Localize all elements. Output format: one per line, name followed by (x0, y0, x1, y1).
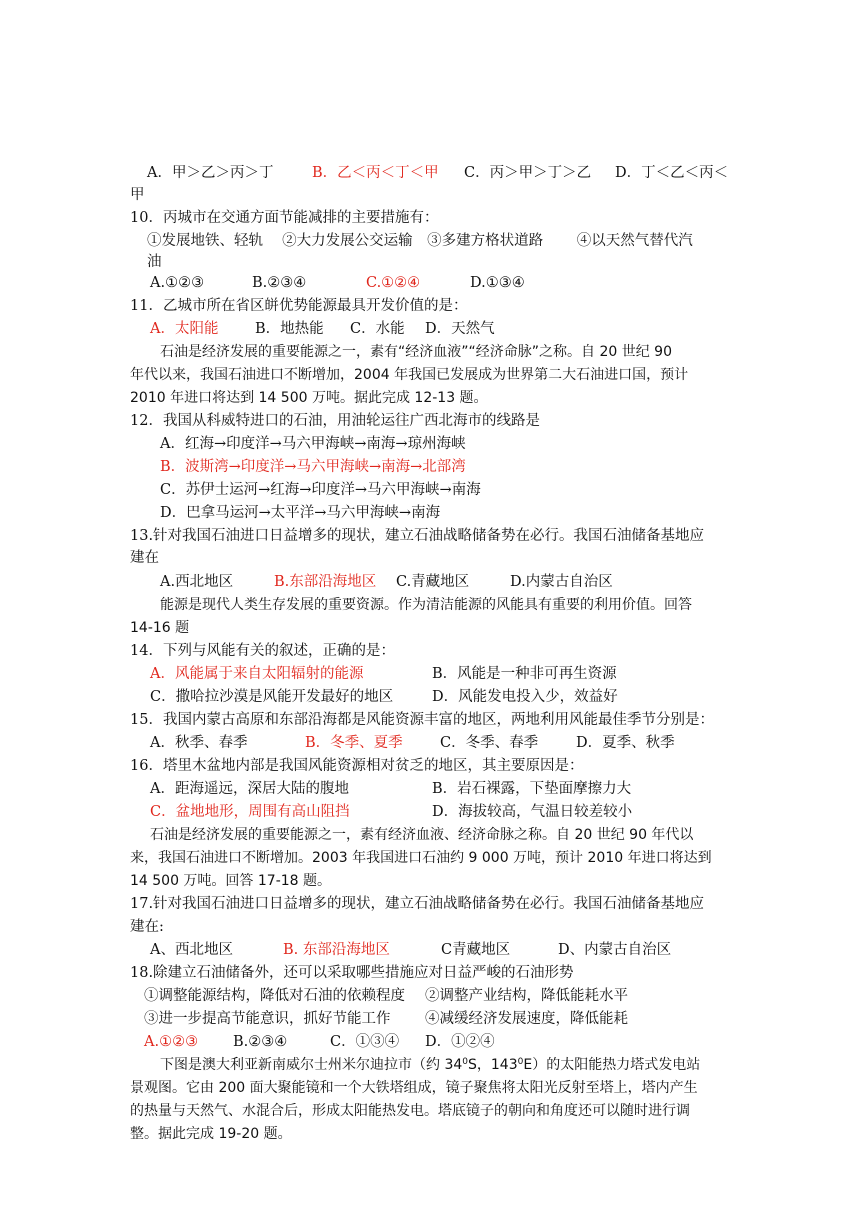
q18-stem: 18.除建立石油储备外，还可以采取哪些措施应对日益严峻的石油形势 (130, 965, 574, 981)
q10-stem: 10．丙城市在交通方面节能减排的主要措施有： (130, 210, 439, 226)
q13-option-d: D.内蒙古自治区 (510, 574, 613, 590)
passage4-line2: 景观图。它由 200 面大聚能镜和一个大铁塔组成，镜子聚焦将太阳光反射至塔上，塔内产生 (130, 1080, 698, 1096)
q14-option-a: A．风能属于来自太阳辐射的能源 (150, 666, 364, 682)
q10-option-a: A.①②③ (150, 275, 205, 291)
q11-stem: 11．乙城市所在省区皏优势能源最具开发价值的是： (130, 298, 468, 314)
q14-option-c: C．撒哈拉沙漠是风能开发最好的地区 (150, 689, 394, 705)
q16-option-a: A．距海遥远，深居大陆的腹地 (150, 781, 349, 797)
q17-option-a: A、西北地区 (150, 942, 233, 958)
q16-option-b: B．岩石裸露，下垫面摩擦力大 (432, 781, 632, 797)
q18-option-c: C．①③④ (330, 1034, 400, 1050)
q18-option-b: B.②③④ (233, 1034, 288, 1050)
passage2-line1: 能源是现代人类生存发展的重要资源。作为清洁能源的风能具有重要的利用价值。回答 (160, 597, 692, 613)
q18-option-a: A.①②③ (144, 1034, 199, 1050)
q10-option-c: C.①②④ (366, 275, 421, 291)
q10-option-b: B.②③④ (252, 275, 307, 291)
q13-option-b: B.东部沿海地区 (274, 574, 377, 590)
q12-stem: 12．我国从科威特进口的石油，用油轮运往广西北海市的线路是 (130, 413, 540, 429)
passage4-line4: 整。据此完成 19-20 题。 (130, 1126, 292, 1142)
q10-items-line2: 油 (147, 254, 162, 270)
q17-stem-line2: 建在: (130, 919, 164, 935)
passage3-line3: 14 500 万吨。回答 17-18 题。 (130, 873, 332, 889)
q15-stem: 15．我国内蒙古高原和东部沿海都是风能资源丰富的地区，两地利用风能最佳季节分别是： (130, 712, 714, 728)
degree-mark-1: 0 (462, 1057, 468, 1067)
q9-option-d-cont: 甲 (130, 187, 145, 203)
degree-mark-2: 0 (517, 1057, 524, 1067)
q15-option-a: A．秋季、春季 (150, 735, 248, 751)
passage3-line2: 来，我国石油进口不断增加。2003 年我国进口石油约 9 000 万吨，预计 2010 年进口将达到 (130, 850, 712, 866)
q11-option-c: C．水能 (350, 321, 405, 337)
q9-option-a: A．甲＞乙＞丙＞丁 (147, 165, 274, 181)
passage4-line1: 下图是澳大利亚新南威尔士州米尔迪拉市（约 $34^0S$，$143^0E$）的太阳能热力塔式发电站 (160, 1057, 701, 1073)
q12-option-a: A．红海→印度洋→马六甲海峡→南海→琼州海峡 (160, 436, 466, 452)
passage1-line1: 石油是经济发展的重要能源之一，素有“经济血液”“经济命脉”之称。自 20 世纪 90 (160, 344, 672, 360)
q13-option-a: A.西北地区 (160, 574, 234, 590)
q18-item-2: ②调整产业结构，降低能耗水平 (425, 988, 628, 1004)
q13-option-c: C.青藏地区 (396, 574, 470, 590)
q15-option-d: D．夏季、秋季 (576, 735, 675, 751)
passage4-line3: 的热量与天然气、水混合后，形成太阳能热发电。塔底镜子的朝向和角度还可以随时进行调 (130, 1103, 690, 1119)
q9-option-d: D．丁＜乙＜丙＜ (615, 165, 729, 181)
q16-option-d: D．海拔较高，气温日较差较小 (432, 804, 633, 820)
passage3-line1: 石油是经济发展的重要能源之一，素有经济血液、经济命脉之称。自 20 世纪 90 年代以 (150, 827, 694, 843)
q14-option-b: B．风能是一种非可再生资源 (432, 666, 617, 682)
q9-option-b: B．乙＜丙＜丁＜甲 (312, 165, 439, 181)
q11-option-b: B．地热能 (255, 321, 324, 337)
q18-item-3: ③进一步提高节能意识，抓好节能工作 (144, 1011, 391, 1027)
q15-option-c: C．冬季、春季 (440, 735, 539, 751)
q13-stem-line2: 建在 (130, 550, 159, 566)
q12-option-b: B．波斯湾→印度洋→马六甲海峡→南海→北部湾 (160, 459, 466, 475)
q17-stem-line1: 17.针对我国石油进口日益增多的现状，建立石油战略储备势在必行。我国石油储备基地应 (130, 896, 705, 912)
passage1-line2: 年代以来，我国石油进口不断增加，2004 年我国已发展成为世界第二大石油进口国，预计 (130, 367, 689, 383)
q14-option-d: D．风能发电投入少，效益好 (432, 689, 618, 705)
q12-option-c: C．苏伊士运河→红海→印度洋→马六甲海峡→南海 (160, 482, 481, 498)
q16-option-c: C．盆地地形，周围有高山阻挡 (150, 804, 350, 820)
q11-option-a: A．太阳能 (150, 321, 219, 337)
q14-stem: 14．下列与风能有关的叙述，正确的是： (130, 643, 395, 659)
q13-stem-line1: 13.针对我国石油进口日益增多的现状，建立石油战略储备势在必行。我国石油储备基地应 (130, 528, 705, 544)
q17-option-d: D、内蒙古自治区 (558, 942, 672, 958)
q18-option-d: D．①②④ (425, 1034, 495, 1050)
q10-items-line1: ①发展地铁、轻轨 ②大力发展公交运输 ③多建方格状道路 ④以天然气替代汽 (147, 233, 693, 249)
q12-option-d: D．巴拿马运河→太平洋→马六甲海峡→南海 (160, 505, 441, 521)
q11-option-d: D．天然气 (425, 321, 495, 337)
q16-stem: 16．塔里木盆地内部是我国风能资源相对贫乏的地区，其主要原因是： (130, 758, 584, 774)
passage2-line2: 14-16 题 (130, 620, 190, 636)
q18-item-1: ①调整能源结构，降低对石油的依赖程度 (144, 988, 405, 1004)
q18-item-4: ④减缓经济发展速度，降低能耗 (425, 1011, 628, 1027)
q10-option-d: D.①③④ (470, 275, 525, 291)
q15-option-b: B．冬季、夏季 (305, 735, 403, 751)
q17-option-b: B. 东部沿海地区 (283, 942, 390, 958)
passage1-line3: 2010 年进口将达到 14 500 万吨。据此完成 12-13 题。 (130, 390, 488, 406)
q17-option-c: C青藏地区 (441, 942, 511, 958)
q9-option-c: C．丙＞甲＞丁＞乙 (464, 165, 592, 181)
